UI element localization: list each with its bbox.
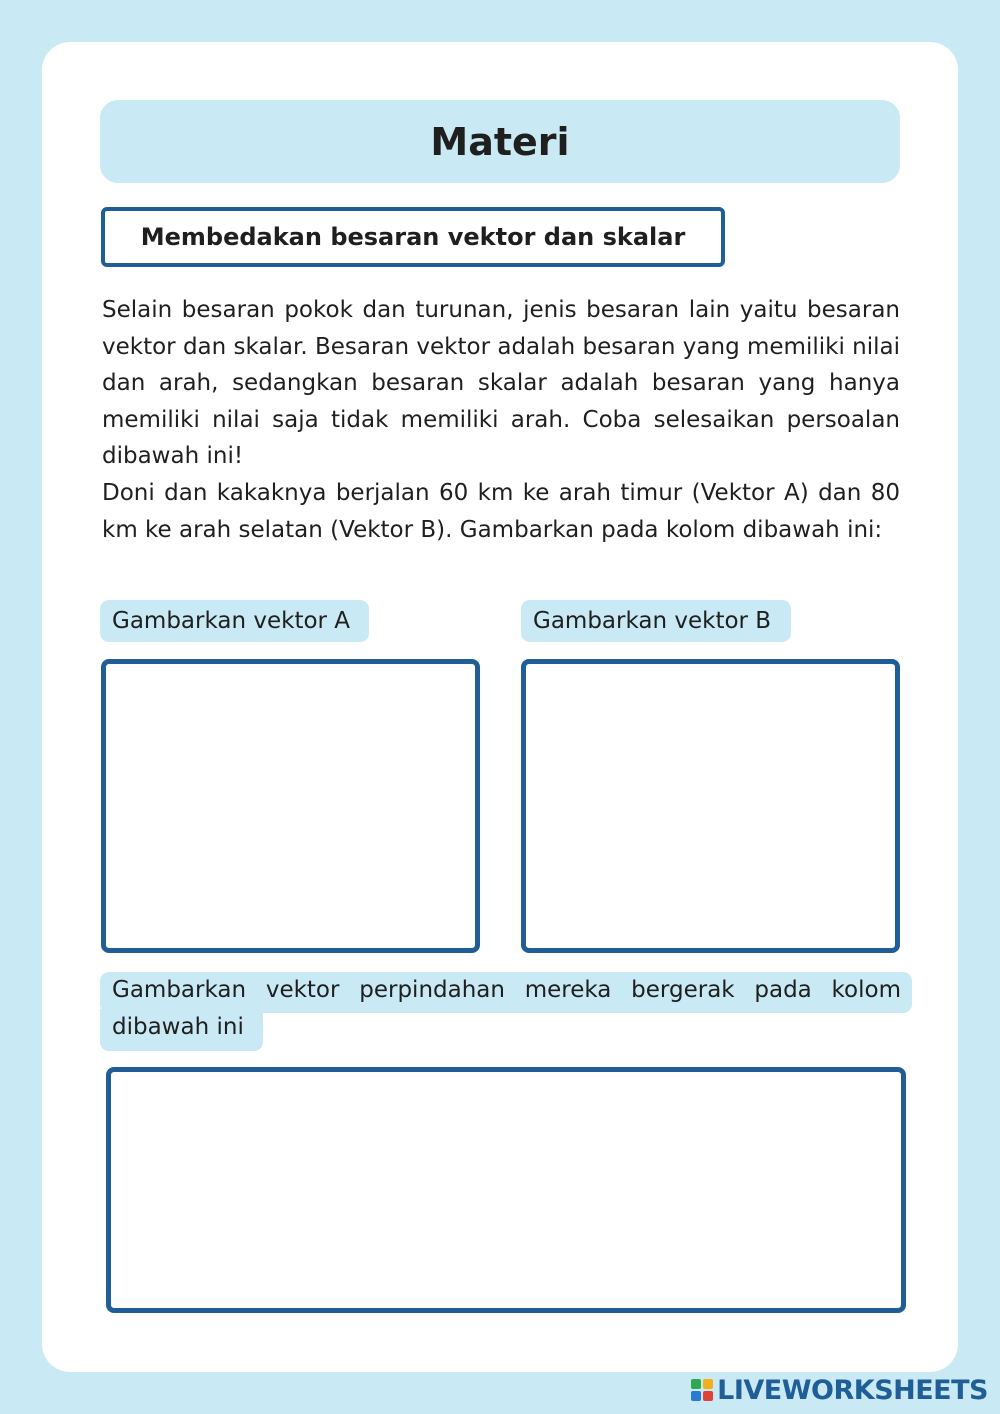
- page-title: Materi: [430, 119, 570, 164]
- drawing-box-vector-b[interactable]: [521, 659, 900, 953]
- liveworksheets-logo-icon: [691, 1379, 713, 1401]
- problem-paragraph: Doni dan kakaknya berjalan 60 km ke arah timur (Vektor A) dan 80 km ke arah selatan (Vektor B). Gambarkan pada kolom dibawah ini:: [102, 480, 900, 543]
- brand-watermark: [691, 1372, 988, 1408]
- intro-paragraph: Selain besaran pokok dan turunan, jenis besaran lain yaitu besaran vektor dan skalar. Besaran vektor adalah besaran yang memiliki nilai dan arah, sedangkan besaran skalar adalah besaran yang hanya memiliki nilai saja tidak memiliki arah. Coba selesaikan persoalan dibawah ini!: [102, 297, 900, 469]
- label-vector-a: Gambarkan vektor A: [100, 600, 369, 642]
- instruction-text: Gambarkan vektor perpindahan mereka bergerak pada kolom dibawah ini: [112, 977, 901, 1040]
- title-bar: [100, 100, 900, 183]
- label-vector-b: Gambarkan vektor B: [521, 600, 791, 642]
- drawing-box-vector-a[interactable]: [101, 659, 480, 953]
- section-subtitle: Membedakan besaran vektor dan skalar: [101, 207, 725, 267]
- brand-name: LIVEWORKSHEETS: [717, 1374, 988, 1406]
- drawing-box-displacement[interactable]: [106, 1067, 906, 1313]
